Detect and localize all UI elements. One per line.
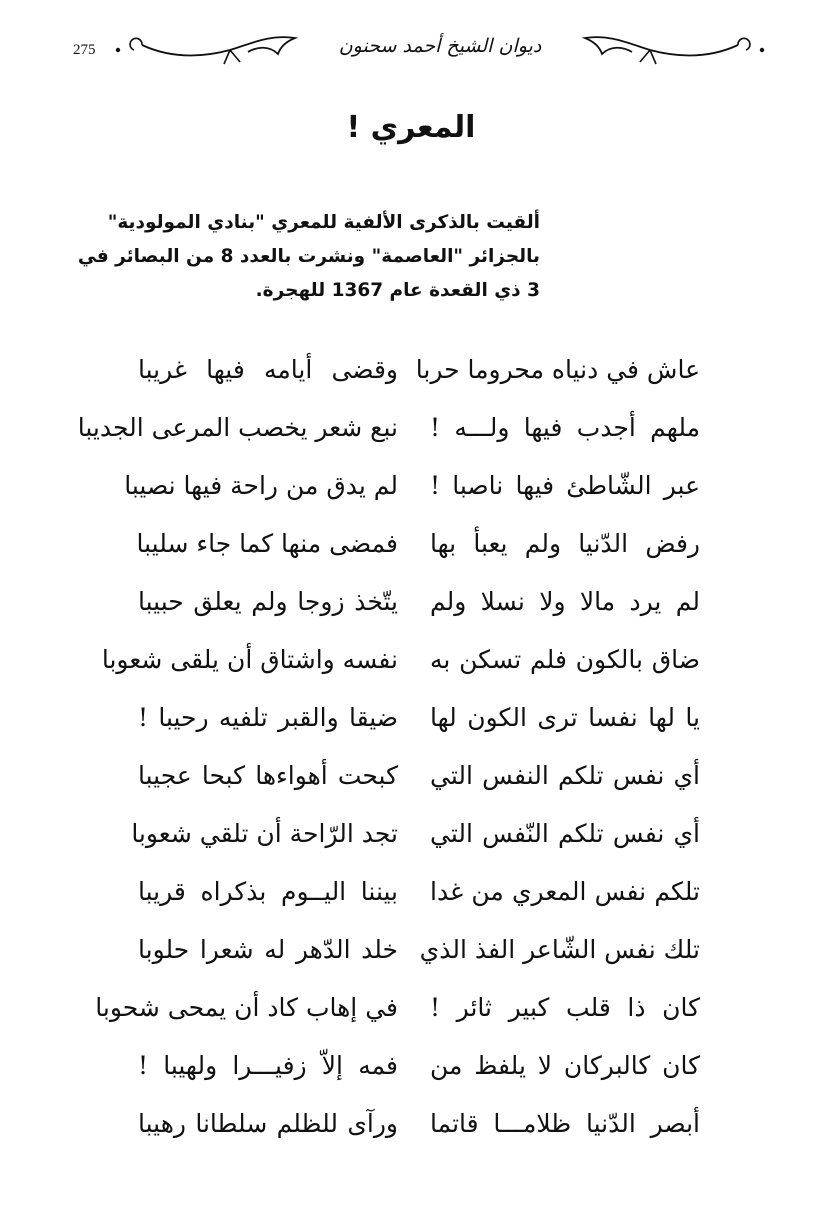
- poem-intro: [77, 206, 540, 308]
- verse-second-hemistich: ضيقا والقبر تلفيه رحيبا !: [138, 703, 398, 732]
- verse-first-hemistich: يا لها نفسا ترى الكون لها: [430, 703, 700, 732]
- verse-first-hemistich: عبر الشّاطئ فيها ناصبا !: [430, 471, 700, 500]
- verse-second-hemistich: فمضى منها كما جاء سليبا: [136, 529, 398, 558]
- intro-line: 3 ذي القعدة عام 1367 للهجرة.: [255, 280, 540, 301]
- verse-first-hemistich: أبصر الدّنيا ظلامـــا قاتما: [430, 1109, 700, 1138]
- verse: [120, 809, 700, 867]
- verse-first-hemistich: أي نفس تلكم النّفس التي: [430, 819, 700, 848]
- verse-second-hemistich: خلد الدّهر له شعرا حلوبا: [138, 935, 398, 964]
- verse: [101, 635, 700, 693]
- right-flourish-ornament: [570, 28, 770, 72]
- intro-line: بالجزائر "العاصمة" ونشرت بالعدد 8 من البصائر في: [77, 246, 540, 267]
- poem-title: المعري !: [346, 110, 476, 145]
- verse-first-hemistich: لم يرد مالا ولا نسلا ولم: [430, 587, 700, 616]
- verse-first-hemistich: تلك نفس الشّاعر الفذ الذي: [419, 935, 700, 964]
- verse-second-hemistich: فمه إلاّ زفيـــرا ولهيبا !: [138, 1051, 398, 1080]
- verse-first-hemistich: تلكم نفس المعري من غدا: [430, 877, 700, 906]
- verse-second-hemistich: بيننا اليــوم بذكراه قريبا: [138, 877, 398, 906]
- verse-second-hemistich: تجد الرّاحة أن تلقي شعوبا: [131, 819, 398, 848]
- verse-second-hemistich: لم يدق من راحة فيها نصيبا: [124, 471, 398, 500]
- verse-first-hemistich: ضاق بالكون فلم تسكن به: [430, 645, 700, 674]
- verse: [120, 519, 700, 577]
- verse-first-hemistich: عاش في دنياه محروما حربا: [415, 355, 700, 384]
- page-number: 275: [73, 42, 96, 58]
- verse: [77, 403, 700, 461]
- verse-first-hemistich: كان كالبركان لا يلفظ من: [430, 1051, 700, 1080]
- verse-second-hemistich: في إهاب كاد أن يمحى شحوبا: [95, 993, 398, 1022]
- verse-first-hemistich: رفض الدّنيا ولم يعبأ بها: [430, 529, 700, 558]
- left-flourish-ornament: [110, 28, 310, 72]
- verse-first-hemistich: أي نفس تلكم النفس التي: [430, 761, 700, 790]
- verse: [120, 461, 700, 519]
- verse: [120, 925, 700, 983]
- verse-first-hemistich: كان ذا قلب كبير ثائر !: [430, 993, 700, 1022]
- verse-second-hemistich: نفسه واشتاق أن يلقى شعوبا: [101, 645, 398, 674]
- page-header: [60, 22, 770, 78]
- verse-second-hemistich: يتّخذ زوجا ولم يعلق حبيبا: [138, 587, 398, 616]
- verse-first-hemistich: ملهم أجدب فيها ولـــه !: [430, 413, 700, 442]
- verse: [120, 1099, 700, 1157]
- verse-second-hemistich: وقضى أيامه فيها غريبا: [138, 355, 398, 384]
- verse-second-hemistich: ورآى للظلم سلطانا رهيبا: [138, 1109, 398, 1138]
- verse: [120, 751, 700, 809]
- verse: [120, 867, 700, 925]
- verse: [120, 577, 700, 635]
- verse-second-hemistich: كبحت أهواءها كبحا عجيبا: [138, 761, 398, 790]
- intro-line: ألقيت بالذكرى الألفية للمعري "بنادي المولودية": [107, 212, 540, 233]
- verse-second-hemistich: نبع شعر يخصب المرعى الجديبا: [77, 413, 398, 442]
- verse: [120, 1041, 700, 1099]
- book-title: ديوان الشيخ أحمد سحنون: [338, 35, 542, 57]
- verse: [95, 983, 700, 1041]
- poem-verses: [77, 345, 700, 1157]
- verse: [120, 693, 700, 751]
- verse: [120, 345, 700, 403]
